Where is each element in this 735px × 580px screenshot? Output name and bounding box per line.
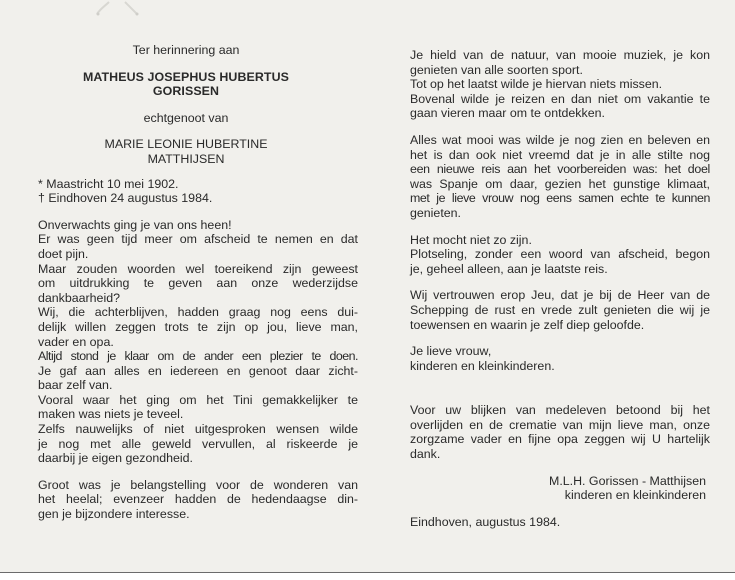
text-line: Je gaf aan alles en iedereen en genoot daar zicht- [38,363,358,378]
text-line: gaan vieren maar om te ontdekken. [410,106,605,121]
text-line: dankbaarheid? [38,290,120,305]
text-line: Er was geen tijd meer om afscheid te nemen en dat [38,232,358,247]
text-line: dank. [410,447,441,462]
spouse-name-line1: MARIE LEONIE HUBERTINE [104,137,268,152]
text-line: doet pijn. [38,246,89,261]
text-line: om uitdrukking te geven aan onze wederzijdse [38,276,358,291]
left-paragraph-2 [38,478,358,522]
text-line: Maar zouden woorden wel toereikend zijn geweest [38,261,358,276]
text-line: baar zelf van. [38,378,113,393]
right-paragraph-2 [410,133,710,221]
left-paragraph-1 [38,218,358,466]
spouse-name-line2: MATTHIJSEN [147,151,225,166]
text-line: Alles wat mooi was wilde je nog zien en beleven en [410,132,710,147]
text-line: overlijden en de crematie van mijn lieve man, onze [410,417,710,432]
deceased-name-line2: GORISSEN [152,84,220,99]
text-line: daarbij je eigen gezondheid. [38,451,194,466]
text-line: Vooral waar het ging om het Tini gemakkelijker te [38,392,358,407]
text-line: Altijd stond je klaar om de ander een plezier te doen. [38,349,358,364]
intro-text: Ter herinnering aan [132,43,240,57]
text-line: Plotseling, zonder een woord van afscheid, begon [410,247,710,262]
text-line: een nieuwe reis aan het voorbereiden was: het doel [410,162,710,177]
text-line: het is dan ook niet vreemd dat je in alle stilte nog [410,147,710,162]
text-line: Het mocht niet zo zijn. [410,232,532,247]
text-line: Onverwachts ging je van ons heen! [38,217,232,232]
text-line: Zelfs nauwelijks of niet uitgesproken wensen wilde [38,422,358,437]
spouse-intro: echtgenoot van [143,110,229,125]
right-paragraph-1 [410,48,710,121]
embossed-mark-icon [95,0,140,16]
text-line: Groot was je belangstelling voor de wonderen van [38,477,358,492]
right-column [410,48,710,529]
text-line: met je lieve vrouw nog eens samen echte te kunnen [410,191,710,206]
text-line: genieten van alle soorten sport. [410,62,583,77]
text-line: zorgzame vader en fijne opa zeggen wij U hartelijk [410,432,710,447]
right-paragraph-4 [410,288,710,332]
text-line: was Spanje om daar, gezien het gunstige klimaat, [410,176,710,191]
text-line: het heelal; evenzeer hadden de hedendaagse din- [38,492,358,507]
dates-block [38,177,358,206]
signature-block [410,474,710,503]
text-line: Voor uw blijken van medeleven betoond bij het [410,403,710,418]
text-line: genieten. [410,205,461,220]
text-line: gen je bijzondere interesse. [38,507,190,522]
text-line: maken was niets je teveel. [38,407,184,422]
left-column [38,43,358,522]
text-line: vader en opa. [38,334,114,349]
text-line: delijk willen zeggen trots te zijn op jou, lieve man, [38,319,358,334]
signature-name: M.L.H. Gorissen - Matthijsen [549,473,706,488]
right-paragraph-3 [410,233,710,277]
text-line: Je hield van de natuur, van mooie muziek, je kon [410,48,710,62]
death-date: † Eindhoven 24 augustus 1984. [38,191,213,206]
text-line: Je lieve vrouw, [410,344,492,359]
deceased-name-line1: MATHEUS JOSEPHUS HUBERTUS [82,69,290,84]
text-line: Tot op het laatst wilde je hiervan niets missen. [410,77,663,92]
text-line: Bovenal wilde je reizen en dan niet om vakantie te [410,91,710,106]
heading-block [66,43,306,167]
right-paragraph-5 [410,344,710,373]
text-line: je, geheel alleen, aan je laatste reis. [410,261,608,276]
place-date: Eindhoven, augustus 1984. [410,514,561,529]
thanks-paragraph [410,403,710,461]
birth-date: * Maastricht 10 mei 1902. [38,176,179,191]
text-line: Wij vertrouwen erop Jeu, dat je bij de Heer van de [410,288,710,303]
text-line: toewensen en waarin je zelf diep geloofde. [410,317,645,332]
text-line: Schepping de rust en vrede zult genieten die wij je [410,302,710,317]
text-line: Wij, die achterblijven, hadden graag nog eens dui- [38,305,358,320]
signature-family: kinderen en kleinkinderen [564,488,706,503]
text-line: kinderen en kleinkinderen. [410,358,555,373]
text-line: je nog met alle geweld vervullen, al riskeerde je [38,436,358,451]
